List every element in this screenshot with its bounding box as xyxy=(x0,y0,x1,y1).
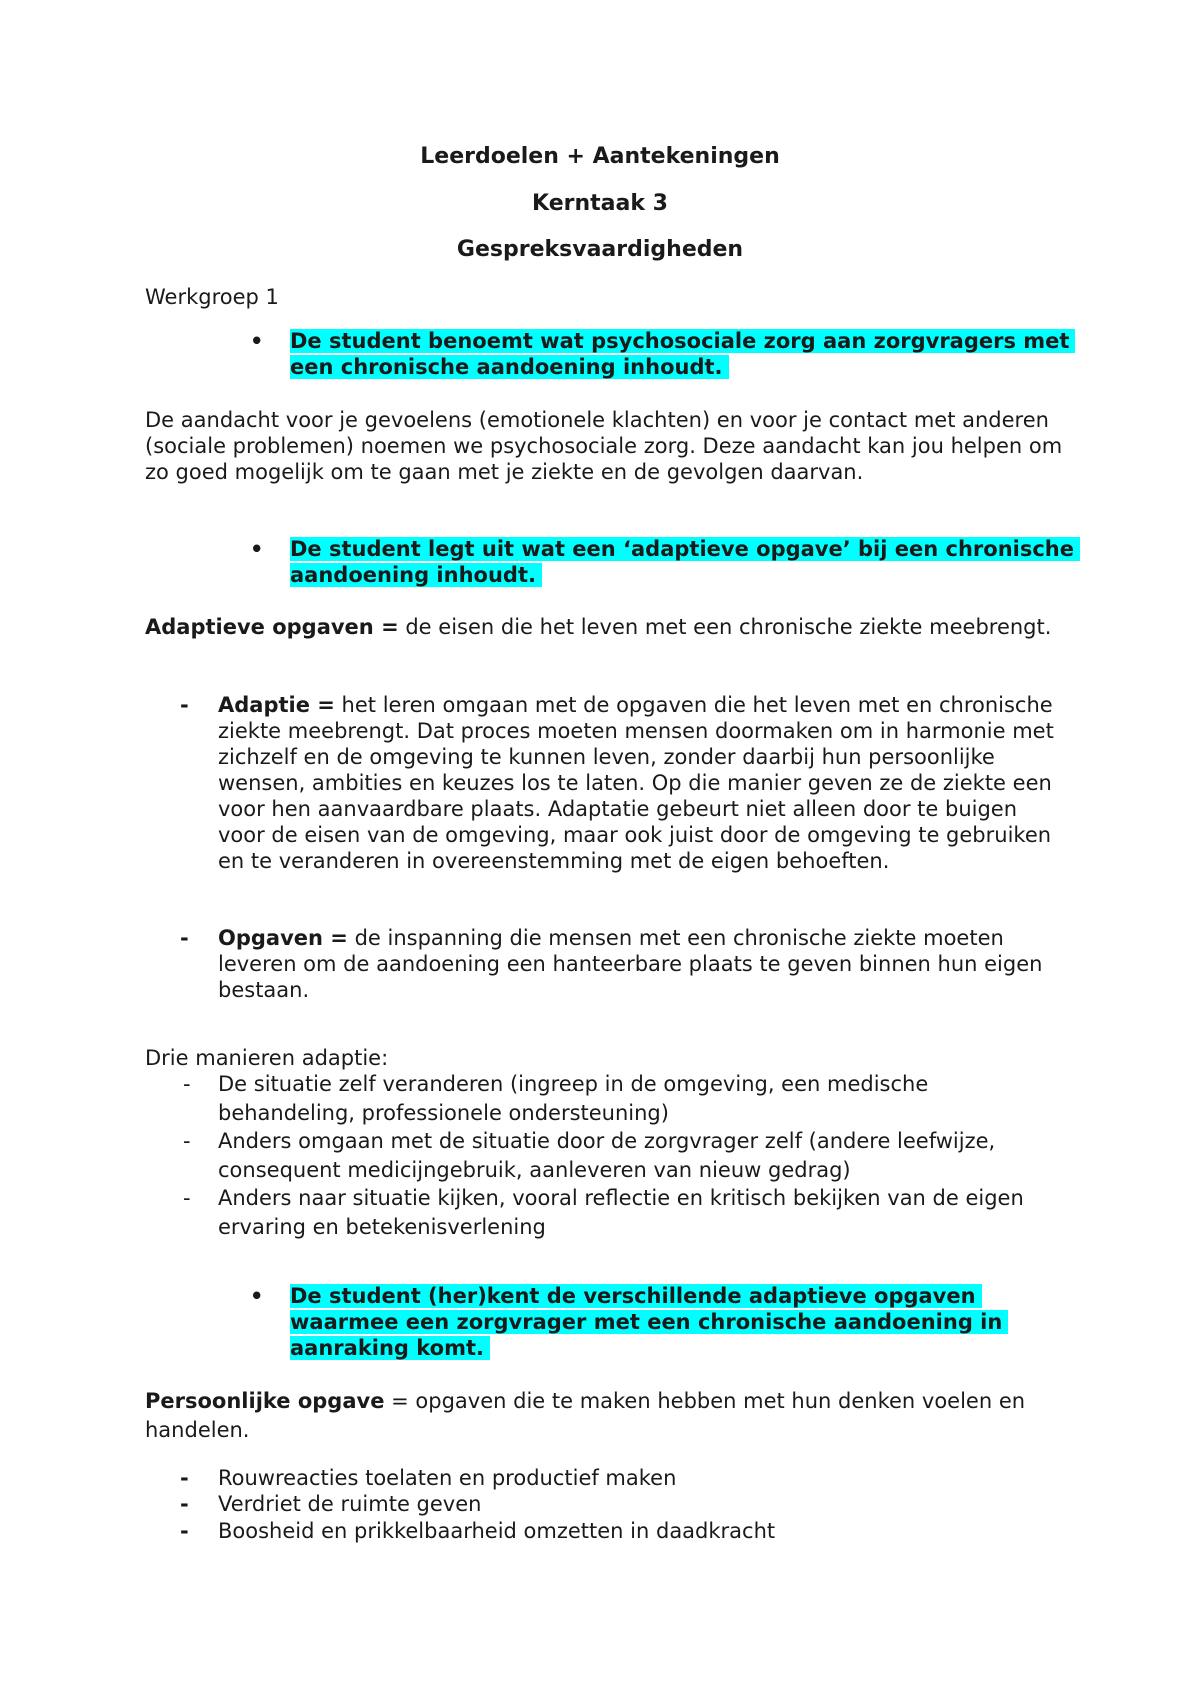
dash-bullet: - xyxy=(183,1129,191,1153)
definition-adaptie xyxy=(180,692,1060,874)
document-title: Leerdoelen + Aantekeningen xyxy=(420,144,780,169)
definition-opgaven xyxy=(180,925,1060,1003)
definition-text: = opgaven die te maken hebben met hun denken voelen en handelen. xyxy=(145,1389,1026,1442)
paragraph-psychosociale-zorg: De aandacht voor je gevoelens (emotionele klachten) en voor je contact met anderen (sociale problemen) noemen we psychosociale zorg. Deze aandacht kan jou helpen om zo goed mogelijk om te gaan met je ziekte en de gevolgen daarvan. xyxy=(145,408,1063,484)
list-item xyxy=(183,1184,1063,1242)
term: Persoonlijke opgave xyxy=(145,1389,385,1413)
list-item-text: Rouwreacties toelaten en productief maken xyxy=(218,1466,677,1490)
list-item-text: Anders naar situatie kijken, vooral reflectie en kritisch bekijken van de eigen ervaring en betekenisverlening xyxy=(218,1186,1024,1239)
drie-manieren-heading: Drie manieren adaptie: xyxy=(145,1046,389,1070)
learning-goal-text: De student legt uit wat een ‘adaptieve opgave’ bij een chronische aandoening inhoudt. xyxy=(290,537,1080,587)
list-item-text: Boosheid en prikkelbaarheid omzetten in daadkracht xyxy=(218,1519,776,1543)
learning-goal-1 xyxy=(250,328,1080,380)
dash-bullet: - xyxy=(180,693,189,717)
list-item xyxy=(183,1127,1063,1185)
learning-goal-text: De student benoemt wat psychosociale zorg aan zorgvragers met een chronische aandoening inhoudt. xyxy=(290,329,1075,379)
list-item-text: Anders omgaan met de situatie door de zorgvrager zelf (andere leefwijze, consequent medicijngebruik, aanleveren van nieuw gedrag) xyxy=(218,1129,996,1182)
term: Adaptie = xyxy=(218,693,335,717)
dash-bullet: - xyxy=(180,1492,189,1516)
term: Opgaven = xyxy=(218,926,348,950)
bullet-icon: • xyxy=(250,329,264,353)
dash-bullet: - xyxy=(180,1466,189,1490)
document-topic: Gespreksvaardigheden xyxy=(456,237,744,262)
definition-text: de inspanning die mensen met een chronische ziekte moeten leveren om de aandoening een hanteerbare plaats te geven binnen hun eigen bestaan. xyxy=(218,926,1043,1002)
dash-bullet: - xyxy=(180,1519,189,1543)
list-item xyxy=(180,1491,1060,1517)
definition-text: de eisen die het leven met een chronische ziekte meebrengt. xyxy=(398,615,1052,639)
learning-goal-2 xyxy=(250,536,1080,588)
persoonlijke-opgave-definition xyxy=(145,1387,1065,1445)
list-item xyxy=(180,1518,1060,1544)
bullet-icon: • xyxy=(250,537,264,561)
adaptieve-opgaven-definition xyxy=(145,614,1065,640)
definition-text: het leren omgaan met de opgaven die het leven met en chronische ziekte meebrengt. Dat proces moeten mensen doormaken om in harmonie met zichzelf en de omgeving te kunnen leven, zonder daarbij hun persoonlijke wensen, ambities en keuzes los te laten. Op die manier geven ze de ziekte een voor hen aanvaardbare plaats. Adaptatie gebeurt niet alleen door te buigen voor de eisen van de omgeving, maar ook juist door de omgeving te gebruiken en te veranderen in overeenstemming met de eigen behoeften. xyxy=(218,693,1054,873)
section-heading: Werkgroep 1 xyxy=(145,285,279,309)
list-item-text: De situatie zelf veranderen (ingreep in de omgeving, een medische behandeling, professionele ondersteuning) xyxy=(218,1072,929,1125)
dash-bullet: - xyxy=(183,1186,191,1210)
dash-bullet: - xyxy=(180,926,189,950)
list-item xyxy=(183,1070,1063,1128)
dash-bullet: - xyxy=(183,1072,191,1096)
list-item-text: Verdriet de ruimte geven xyxy=(218,1492,482,1516)
bullet-icon: • xyxy=(250,1284,264,1308)
list-item xyxy=(180,1465,1060,1491)
learning-goal-text: De student (her)kent de verschillende adaptieve opgaven waarmee een zorgvrager met een chronische aandoening in aanraking komt. xyxy=(290,1284,1008,1360)
document-subtitle: Kerntaak 3 xyxy=(532,191,668,216)
term: Adaptieve opgaven = xyxy=(145,615,399,639)
learning-goal-3 xyxy=(250,1283,1080,1361)
